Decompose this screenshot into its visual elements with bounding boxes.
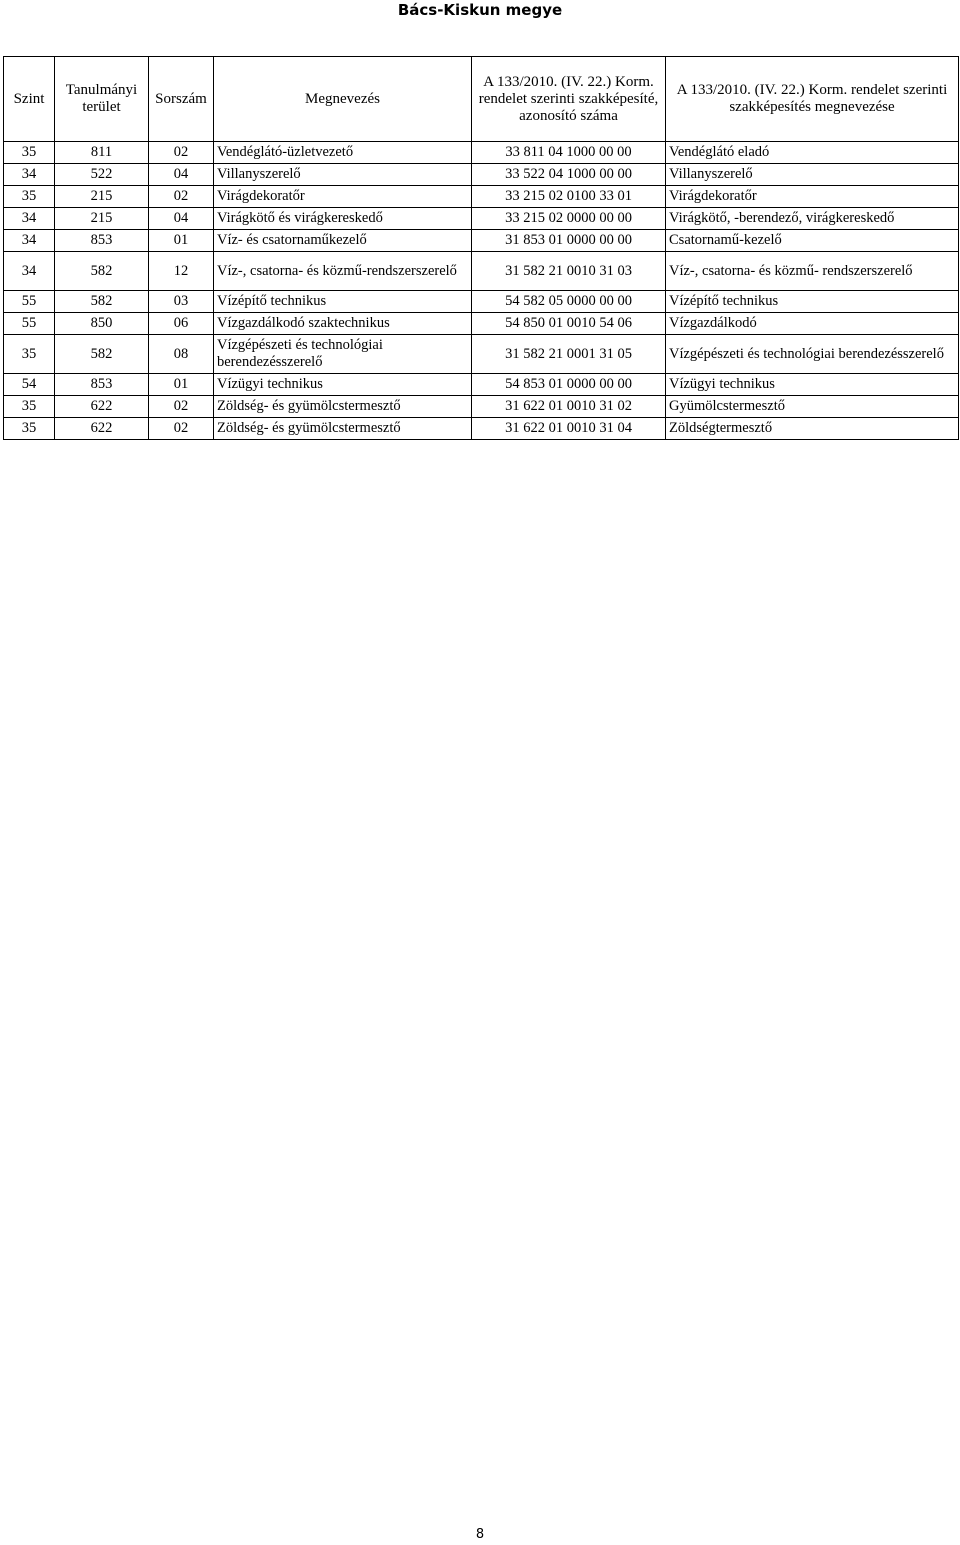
cell-sorszam: 02 (149, 418, 214, 440)
cell-azonosito: 31 622 01 0010 31 02 (472, 396, 666, 418)
cell-megnevezes: Vendéglátó-üzletvezető (214, 142, 472, 164)
cell-azonosito: 31 622 01 0010 31 04 (472, 418, 666, 440)
cell-megnevezes: Villanyszerelő (214, 164, 472, 186)
cell-szakkepesites: Virágkötő, -berendező, virágkereskedő (666, 208, 959, 230)
cell-sorszam: 03 (149, 291, 214, 313)
header-szint: Szint (4, 57, 55, 142)
cell-megnevezes: Vízgépészeti és technológiai berendezésszerelő (214, 335, 472, 374)
table-row (4, 291, 959, 313)
cell-terulet: 215 (55, 208, 149, 230)
cell-szakkepesites: Víz-, csatorna- és közmű- rendszerszerelő (666, 252, 959, 291)
table-row (4, 418, 959, 440)
cell-terulet: 582 (55, 252, 149, 291)
table-row (4, 164, 959, 186)
table-row (4, 396, 959, 418)
table-row (4, 142, 959, 164)
cell-szakkepesites: Csatornamű-kezelő (666, 230, 959, 252)
cell-szint: 34 (4, 230, 55, 252)
cell-azonosito: 54 582 05 0000 00 00 (472, 291, 666, 313)
cell-szakkepesites: Vízgépészeti és technológiai berendezésszerelő (666, 335, 959, 374)
table-row (4, 313, 959, 335)
cell-megnevezes: Víz- és csatornaműkezelő (214, 230, 472, 252)
cell-azonosito: 33 811 04 1000 00 00 (472, 142, 666, 164)
cell-szint: 35 (4, 186, 55, 208)
cell-sorszam: 04 (149, 208, 214, 230)
cell-azonosito: 33 215 02 0100 33 01 (472, 186, 666, 208)
cell-terulet: 582 (55, 291, 149, 313)
cell-sorszam: 04 (149, 164, 214, 186)
qualifications-table (3, 56, 959, 440)
table-row (4, 208, 959, 230)
cell-sorszam: 02 (149, 186, 214, 208)
cell-szakkepesites: Vízgazdálkodó (666, 313, 959, 335)
cell-azonosito: 31 853 01 0000 00 00 (472, 230, 666, 252)
cell-terulet: 853 (55, 230, 149, 252)
cell-szakkepesites: Vízügyi technikus (666, 374, 959, 396)
cell-terulet: 622 (55, 418, 149, 440)
cell-azonosito: 33 215 02 0000 00 00 (472, 208, 666, 230)
cell-szint: 34 (4, 252, 55, 291)
cell-terulet: 811 (55, 142, 149, 164)
cell-sorszam: 12 (149, 252, 214, 291)
cell-szint: 34 (4, 208, 55, 230)
cell-sorszam: 08 (149, 335, 214, 374)
header-szakkepesites-megnevezese: A 133/2010. (IV. 22.) Korm. rendelet szerinti szakképesítés megnevezése (666, 57, 959, 142)
cell-szint: 54 (4, 374, 55, 396)
table-row (4, 252, 959, 291)
page-title: Bács-Kiskun megye (397, 1, 563, 19)
header-tanulmanyi-terulet: Tanulmányi terület (55, 57, 149, 142)
cell-szakkepesites: Gyümölcstermesztő (666, 396, 959, 418)
cell-megnevezes: Zöldség- és gyümölcstermesztő (214, 418, 472, 440)
cell-megnevezes: Vízgazdálkodó szaktechnikus (214, 313, 472, 335)
cell-szint: 55 (4, 291, 55, 313)
cell-szint: 35 (4, 396, 55, 418)
table-row (4, 186, 959, 208)
cell-megnevezes: Vízépítő technikus (214, 291, 472, 313)
cell-sorszam: 06 (149, 313, 214, 335)
cell-szint: 55 (4, 313, 55, 335)
cell-szint: 35 (4, 335, 55, 374)
cell-megnevezes: Virágdekoratőr (214, 186, 472, 208)
header-sorszam: Sorszám (149, 57, 214, 142)
header-megnevezes: Megnevezés (214, 57, 472, 142)
cell-terulet: 622 (55, 396, 149, 418)
cell-terulet: 215 (55, 186, 149, 208)
cell-sorszam: 01 (149, 230, 214, 252)
cell-szakkepesites: Virágdekoratőr (666, 186, 959, 208)
cell-terulet: 522 (55, 164, 149, 186)
cell-szakkepesites: Zöldségtermesztő (666, 418, 959, 440)
cell-sorszam: 01 (149, 374, 214, 396)
cell-azonosito: 31 582 21 0001 31 05 (472, 335, 666, 374)
cell-megnevezes: Vízügyi technikus (214, 374, 472, 396)
table-row (4, 230, 959, 252)
cell-szakkepesites: Villanyszerelő (666, 164, 959, 186)
cell-sorszam: 02 (149, 142, 214, 164)
cell-szint: 35 (4, 418, 55, 440)
cell-terulet: 853 (55, 374, 149, 396)
cell-azonosito: 54 850 01 0010 54 06 (472, 313, 666, 335)
cell-azonosito: 33 522 04 1000 00 00 (472, 164, 666, 186)
table-row (4, 374, 959, 396)
cell-azonosito: 54 853 01 0000 00 00 (472, 374, 666, 396)
cell-szakkepesites: Vendéglátó eladó (666, 142, 959, 164)
cell-azonosito: 31 582 21 0010 31 03 (472, 252, 666, 291)
cell-terulet: 850 (55, 313, 149, 335)
cell-megnevezes: Zöldség- és gyümölcstermesztő (214, 396, 472, 418)
page-number: 8 (475, 1527, 485, 1542)
cell-megnevezes: Virágkötő és virágkereskedő (214, 208, 472, 230)
cell-sorszam: 02 (149, 396, 214, 418)
cell-megnevezes: Víz-, csatorna- és közmű-rendszerszerelő (214, 252, 472, 291)
header-azonosito: A 133/2010. (IV. 22.) Korm. rendelet szerinti szakképesíté, azonosító száma (472, 57, 666, 142)
cell-szint: 34 (4, 164, 55, 186)
cell-szint: 35 (4, 142, 55, 164)
cell-terulet: 582 (55, 335, 149, 374)
cell-szakkepesites: Vízépítő technikus (666, 291, 959, 313)
table-header-row (4, 57, 959, 142)
table-row (4, 335, 959, 374)
